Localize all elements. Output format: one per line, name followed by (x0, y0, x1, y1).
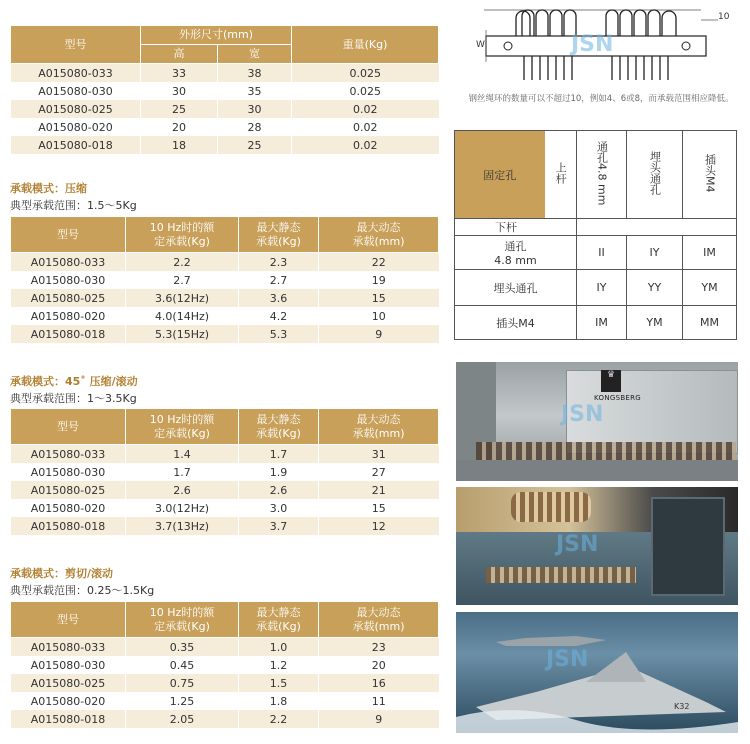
table-cell: 31 (319, 445, 439, 464)
fixing-matrix (454, 130, 737, 340)
table-cell: A015080-033 (11, 64, 141, 83)
col-freq: 10 Hz时的额 定承载(Kg) (126, 602, 239, 638)
col-dynamic: 最大动态 承载(mm) (319, 217, 439, 253)
dim-10-label: 10 (718, 12, 730, 22)
col-height: 高 (141, 45, 218, 64)
fixed-hole-header: 固定孔 (455, 131, 545, 219)
table-cell: 25 (141, 100, 218, 118)
table-cell: A015080-030 (11, 82, 141, 100)
row-countersunk: 埋头通孔 (455, 270, 577, 306)
col-model: 型号 (11, 602, 126, 638)
table-cell: 2.7 (239, 271, 319, 289)
wire-rope-isolators-icon (476, 442, 736, 460)
matrix-cell: IY (627, 236, 683, 270)
table-cell: A015080-025 (11, 674, 126, 692)
row-insert-m4: 插头M4 (455, 306, 577, 340)
table-row (11, 289, 439, 307)
table-row (11, 656, 439, 674)
table-cell: 21 (319, 481, 439, 499)
upper-bar-label: 上杆 (545, 131, 577, 219)
table-cell: 30 (218, 100, 292, 118)
table-cell: 0.45 (126, 656, 239, 674)
lower-bar-label: 下杆 (455, 219, 577, 236)
matrix-cell: IM (577, 306, 627, 340)
col-dims: 外形尺寸(mm) (141, 26, 292, 45)
table-cell: 2.7 (126, 271, 239, 289)
table-cell: 23 (319, 638, 439, 657)
table-cell: 3.6(12Hz) (126, 289, 239, 307)
matrix-cell: MM (683, 306, 737, 340)
col-dynamic: 最大动态 承载(mm) (319, 409, 439, 445)
table-cell: 1.9 (239, 463, 319, 481)
table-row (11, 64, 439, 83)
table-row (11, 638, 439, 657)
dim-w-label: W (476, 40, 485, 50)
col-weight: 重量(Kg) (292, 26, 439, 64)
table-cell: 1.5 (239, 674, 319, 692)
table-cell: A015080-030 (11, 656, 126, 674)
matrix-cell: II (577, 236, 627, 270)
table-cell: 19 (319, 271, 439, 289)
col-static: 最大静态 承载(Kg) (239, 409, 319, 445)
table-cell: 2.6 (126, 481, 239, 499)
table-row (11, 710, 439, 728)
table-cell: 2.6 (239, 481, 319, 499)
table-cell: 1.0 (239, 638, 319, 657)
ship-hull-number: K32 (674, 702, 690, 711)
shear-table (10, 601, 439, 728)
table-row (11, 253, 439, 272)
watermark-logo: JSN (546, 647, 589, 672)
table-cell: 10 (319, 307, 439, 325)
table-cell: 0.02 (292, 136, 439, 154)
table-cell: 16 (319, 674, 439, 692)
table-cell: 0.025 (292, 82, 439, 100)
table-cell: 4.2 (239, 307, 319, 325)
table-cell: 1.25 (126, 692, 239, 710)
row-through-hole: 通孔 4.8 mm (455, 236, 577, 270)
wire-rope-isolator-icon (486, 567, 636, 583)
col-freq: 10 Hz时的额 定承载(Kg) (126, 409, 239, 445)
table-cell: 9 (319, 325, 439, 343)
table-cell: 1.4 (126, 445, 239, 464)
table-cell: A015080-025 (11, 481, 126, 499)
table-cell: 20 (319, 656, 439, 674)
col-width: 宽 (218, 45, 292, 64)
table-cell: A015080-020 (11, 692, 126, 710)
table-row (11, 674, 439, 692)
photo-equipment-cabinet (456, 362, 738, 481)
table-cell: A015080-020 (11, 118, 141, 136)
table-cell: 18 (141, 136, 218, 154)
table-cell: 25 (218, 136, 292, 154)
table-row (11, 82, 439, 100)
table-cell: 15 (319, 499, 439, 517)
col-freq: 10 Hz时的额 定承载(Kg) (126, 217, 239, 253)
table-cell: 12 (319, 517, 439, 535)
table-cell: 20 (141, 118, 218, 136)
col-dynamic: 最大动态 承载(mm) (319, 602, 439, 638)
matrix-cell: IM (683, 236, 737, 270)
photo-machinery-mount (456, 487, 738, 605)
watermark-logo: JSN (571, 32, 614, 57)
table-cell: 3.0 (239, 499, 319, 517)
table-cell: 35 (218, 82, 292, 100)
table-row (11, 517, 439, 535)
table-cell: 0.35 (126, 638, 239, 657)
drawing-note: 钢丝绳环的数量可以不超过10，例如4、6或8，而承载范围相应降低。 (468, 94, 734, 104)
table-cell: 4.0(14Hz) (126, 307, 239, 325)
table-row (11, 463, 439, 481)
table-cell: 2.05 (126, 710, 239, 728)
section-range: 典型承载范围：0.25～1.5Kg (10, 584, 155, 597)
brand-emblem-icon: ♛ (601, 370, 621, 392)
photo-navy-ship (456, 612, 738, 733)
table-cell: 9 (319, 710, 439, 728)
table-cell: A015080-020 (11, 499, 126, 517)
table-cell: 28 (218, 118, 292, 136)
table-cell: 11 (319, 692, 439, 710)
table-cell: 2.3 (239, 253, 319, 272)
table-cell: A015080-025 (11, 289, 126, 307)
table-row (11, 307, 439, 325)
table-cell: 33 (141, 64, 218, 83)
table-cell: 0.75 (126, 674, 239, 692)
table-row (11, 118, 439, 136)
table-row (11, 481, 439, 499)
table-cell: 0.02 (292, 100, 439, 118)
table-cell: A015080-025 (11, 100, 141, 118)
table-cell: A015080-020 (11, 307, 126, 325)
matrix-cell: YM (627, 306, 683, 340)
brand-label: KONGSBERG (594, 394, 642, 402)
table-cell: A015080-018 (11, 325, 126, 343)
watermark-logo: JSN (556, 532, 599, 557)
watermark-logo: JSN (561, 402, 604, 427)
table-cell: A015080-018 (11, 710, 126, 728)
table-cell: 22 (319, 253, 439, 272)
angle45-table (10, 408, 439, 535)
table-row (11, 499, 439, 517)
table-cell: 0.02 (292, 118, 439, 136)
table-cell: 5.3 (239, 325, 319, 343)
table-cell: A015080-033 (11, 638, 126, 657)
compression-table (10, 216, 439, 343)
col-model: 型号 (11, 409, 126, 445)
section-range: 典型承载范围：1～3.5Kg (10, 392, 137, 405)
table-cell: A015080-030 (11, 271, 126, 289)
table-cell: 5.3(15Hz) (126, 325, 239, 343)
col-static: 最大静态 承载(Kg) (239, 217, 319, 253)
table-cell: 27 (319, 463, 439, 481)
table-cell: 3.6 (239, 289, 319, 307)
table-row (11, 325, 439, 343)
table-cell: 1.2 (239, 656, 319, 674)
wire-rope-isolator-icon (511, 492, 591, 522)
table-row (11, 136, 439, 154)
section-title: 承载模式：压缩 (10, 182, 87, 195)
table-cell: 38 (218, 64, 292, 83)
wire-rope-drawing (456, 0, 746, 108)
table-cell: 3.7 (239, 517, 319, 535)
table-cell: 0.025 (292, 64, 439, 83)
col-insert-m4: 插头M4 (683, 131, 737, 219)
table-cell: 1.8 (239, 692, 319, 710)
table-row (11, 692, 439, 710)
table-cell: 1.7 (239, 445, 319, 464)
section-range: 典型承载范围：1.5～5Kg (10, 199, 137, 212)
table-row (11, 271, 439, 289)
ship-silhouette-icon (456, 612, 738, 733)
table-cell: A015080-030 (11, 463, 126, 481)
dimension-table (10, 25, 439, 154)
col-model: 型号 (11, 26, 141, 64)
matrix-cell: YM (683, 270, 737, 306)
table-cell: 15 (319, 289, 439, 307)
section-title: 承载模式：45˚ 压缩/滚动 (10, 375, 138, 388)
table-cell: 1.7 (126, 463, 239, 481)
table-cell: A015080-033 (11, 253, 126, 272)
table-cell: A015080-033 (11, 445, 126, 464)
col-countersunk: 埋头通孔 (627, 131, 683, 219)
table-cell: A015080-018 (11, 136, 141, 154)
col-static: 最大静态 承载(Kg) (239, 602, 319, 638)
table-cell: 30 (141, 82, 218, 100)
table-row (11, 445, 439, 464)
table-cell: 3.7(13Hz) (126, 517, 239, 535)
col-through-hole: 通孔4.8 mm (577, 131, 627, 219)
matrix-cell: YY (627, 270, 683, 306)
table-cell: 2.2 (239, 710, 319, 728)
table-cell: A015080-018 (11, 517, 126, 535)
section-title: 承载模式：剪切/滚动 (10, 567, 114, 580)
table-row (11, 100, 439, 118)
table-cell: 3.0(12Hz) (126, 499, 239, 517)
col-model: 型号 (11, 217, 126, 253)
matrix-cell: IY (577, 270, 627, 306)
table-cell: 2.2 (126, 253, 239, 272)
